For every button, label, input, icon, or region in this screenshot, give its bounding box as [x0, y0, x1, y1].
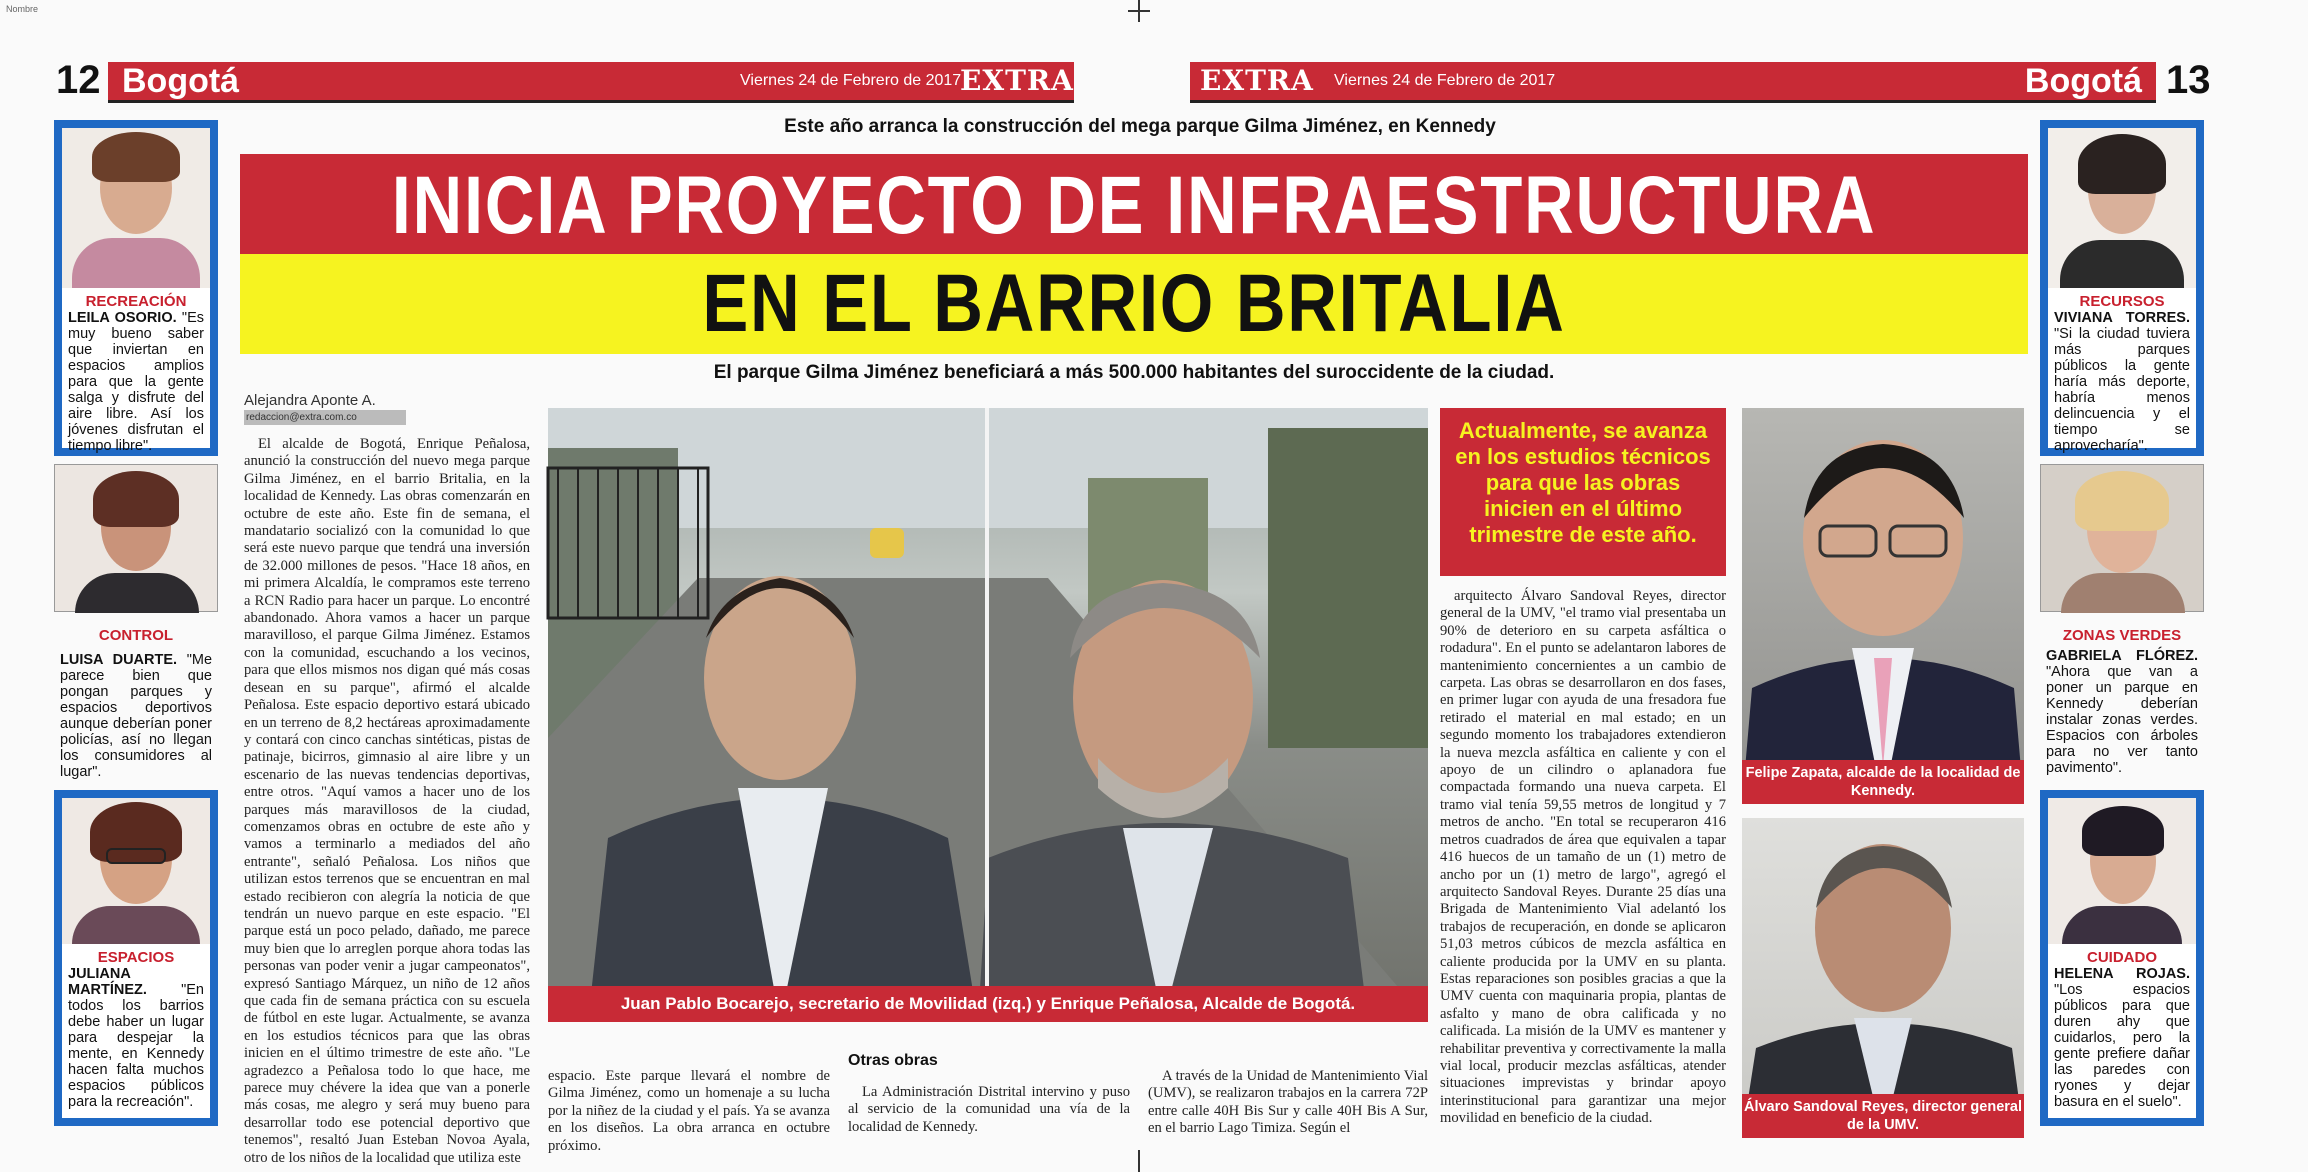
portrait-gabriela [2040, 464, 2204, 612]
right-header-bar [1190, 62, 2156, 103]
right-quote-box-2 [2040, 464, 2204, 782]
left-quote-box-2 [54, 464, 218, 782]
quote-name-gabriela: GABRIELA FLÓREZ. [2046, 648, 2198, 664]
body-bottom-column-a: espacio. Este parque llevará el nombre de Gilma Jiménez, como un homenaje a su lucha por la niñez de la ciudad y el país. Ya se avanza en los diseños. La obra arranca en octubre próximo. [548, 1068, 830, 1154]
portrait-juliana [62, 798, 210, 944]
portrait-luisa [54, 464, 218, 612]
quote-text-helena: "Los espacios públicos para que duren ahy que cuidarlos, pero la gente prefiere dañar las paredes con ryones y dejar basura en el suelo". [2054, 982, 2190, 1110]
left-brand-logo: EXTRA [960, 64, 1074, 97]
right-page-number: 13 [2166, 58, 2211, 102]
quote-name-helena: HELENA ROJAS. [2054, 966, 2190, 982]
portrait-viviana [2048, 128, 2196, 288]
quote-text-viviana: "Si la ciudad tuviera más parques públicos la gente haría más deporte, habría menos delincuencia y el tiempo se aprovecharía". [2054, 326, 2190, 454]
headline-line-1: INICIA PROYECTO DE INFRAESTRUCTURA [391, 160, 1877, 251]
quote-name-leila: LEILA OSORIO. [68, 310, 177, 326]
quote-tag-recursos: RECURSOS [2079, 293, 2165, 310]
headline-line-2: EN EL BARRIO BRITALIA [702, 258, 1566, 349]
main-photo-caption: Juan Pablo Bocarejo, secretario de Movilidad (izq.) y Enrique Peñalosa, Alcalde de Bogotá. [548, 986, 1428, 1022]
quote-name-viviana: VIVIANA TORRES. [2054, 310, 2190, 326]
fold-mark-cross [1128, 10, 1150, 12]
quote-tag-zonas-verdes: ZONAS VERDES [2062, 627, 2182, 644]
quote-tag-recreacion: RECREACIÓN [85, 293, 187, 310]
left-section-title: Bogotá [122, 62, 240, 100]
photo-caption-alvaro: Álvaro Sandoval Reyes, director general de la UMV. [1742, 1094, 2024, 1138]
quote-name-juliana: JULIANA MARTÍNEZ. [68, 966, 147, 998]
quote-tag-control: CONTROL [98, 627, 174, 644]
fold-mark-bottom [1138, 1150, 1140, 1172]
body-column-right: arquitecto Álvaro Sandoval Reyes, director general de la UMV, "el tramo vial presentaba un 90% de deterioro en su carpeta asfáltica o rodadura". En el punto se adelantaron labores de mantenimiento concernientes a un cambio de carpeta. Las obras se desarrollaron en dos fases, en primer lugar con ayuda de una fresadora fue retirado el material en mal estado; en un segundo momento los trabajadores extendieron la nueva mezcla asfáltica en caliente y con el apoyo de un cilindro o aplanadora fue compactada formando una nueva carpeta. El tramo vial tenía 59,55 metros de longitud y 7 metros de ancho. "En total se recuperaron 416 metros cuadrados de área que equivalen a tapar 416 huecos de un tamaño de un (1) metro de ancho por un (1) metro de largo", agregó el arquitecto Sandoval Reyes. Durante 25 días una Brigada de Mantenimiento Vial adelantó los trabajos de recuperación, en donde se aplicaron 51,03 metros cúbicos de mezcla asfáltica en caliente producida por la UMV en su planta. Estas reparaciones son posibles gracias a que la UMV cuenta con maquinaria propia, plantas de asfalto y mano de obra calificada y no calificada. La misión de la UMV es mantener y rehabilitar preventiva y correctivamente la malla vial local, producir mezclas asfálticas, atender situaciones imprevistas y brindar apoyo interinstitucional para garantizar una mejor movilidad en beneficio de la ciudad. [1440, 588, 1726, 1127]
right-date: Viernes 24 de Febrero de 2017 [1334, 72, 1556, 89]
byline: Alejandra Aponte A. [244, 392, 376, 409]
left-page-number: 12 [56, 58, 101, 102]
left-date: Viernes 24 de Febrero de 2017 [740, 72, 962, 89]
left-quote-box-1 [54, 120, 218, 456]
main-photo-illustration [548, 408, 1428, 1022]
quote-tag-espacios: ESPACIOS [97, 949, 175, 966]
body-bottom-column-c: A través de la Unidad de Mantenimiento Vial (UMV), se realizaron trabajos en la carrera 72P entre calle 40H Bis Sur y calle 40H Bis A Sur, en el barrio Lago Timiza. Según el [1148, 1068, 1428, 1137]
right-brand-logo: EXTRA [1200, 64, 1314, 97]
right-quote-box-1 [2040, 120, 2204, 456]
pull-quote: Actualmente, se avanza en los estudios técnicos para que las obras inicien en el último trimestre de este año. [1440, 408, 1726, 576]
right-quote-box-3 [2040, 790, 2204, 1126]
photo-alvaro-sandoval [1742, 818, 2024, 1138]
photo-alvaro-sandoval-illustration [1742, 818, 2024, 1138]
quote-text-juliana: "En todos los barrios debe haber un lugar para despejar la mente, en Kennedy hacen falta muchos espacios públicos para la recreación". [68, 982, 204, 1110]
portrait-leila [62, 128, 210, 288]
body-column-1: El alcalde de Bogotá, Enrique Peñalosa, anunció la construcción del nuevo mega parque Gilma Jiménez, en el barrio Britalia, en la localidad de Kennedy. Las obras comenzarán en octubre de este año. Este fin de semana, el mandatario socializó con la comunidad lo que será este nuevo parque que tendrá una inversión de 32.000 millones de pesos. "Hace 18 años, en mi primera Alcaldía, le compramos este terreno a RCN Radio para hacer un parque. Lo encontré abandonado. Ahora vamos a hacer un parque maravilloso, el parque Gilma Jiménez. Estamos con la comunidad, escuchando a los vecinos, para que ellos mismos nos digan qué más cosas desean en su parque", afirmó el alcalde Peñalosa. Este espacio deportivo estará ubicado en un terreno de 8,2 hectáreas aproximadamente y contará con cinco canchas sintéticas, pistas de patinaje, bicirros, gimnasio al aire libre y un escenario de las nuevas tendencias deportivas, entre otros. "Aquí vamos a hacer uno de los parques más maravillosos de la ciudad, comenzamos obras en octubre de este año y vamos a terminarlo a mediados del año entrante", señaló Peñalosa. Los niños que utilizan estos terrenos que se encuentran en mal estado recibieron con alegría la noticia de que tendrán un nuevo parque en este espacio. "El parque está un poco pelado, dañado, me parece muy bien que lo arreglen porque ahora todas las personas van poder venir a jugar campeonatos", expresó Santiago Márquez, un niño de 12 años que cada fin de semana práctica con su escuela de fútbol en este lugar. Actualmente, se avanza en los estudios técnicos para que las obras inicien en el último trimestre de este año. "Le agradezco a Peñalosa todo lo que hace, me parece muy chévere la idea que van a ponerle más cosas, me alegro y será muy bueno para desarrollar todo ese potencial deportivo que tenemos", resaltó Juan Esteban Novoa Ayala, otro de los niños de la localidad que utiliza este [244, 436, 530, 1166]
quote-tag-cuidado: CUIDADO [2087, 949, 2157, 966]
quote-text-leila: "Es muy bueno saber que inviertan en espacios amplios para que la gente salga y disfrute del aire libre. Así los jóvenes disfrutan el tiempo libre". [68, 310, 204, 454]
left-header-bar [108, 62, 1074, 103]
photo-felipe-zapata [1742, 408, 2024, 804]
body-bottom-column-b: La Administración Distrital intervino y puso al servicio de la comunidad una vía de la localidad de Kennedy. [848, 1084, 1130, 1135]
left-quote-box-3 [54, 790, 218, 1126]
kicker: Este año arranca la construcción del mega parque Gilma Jiménez, en Kennedy [784, 116, 1496, 137]
subhead: El parque Gilma Jiménez beneficiará a más 500.000 habitantes del suroccidente de la ciudad. [713, 362, 1555, 383]
main-photo [548, 408, 1428, 1022]
photo-felipe-zapata-illustration [1742, 408, 2024, 804]
quote-name-luisa: LUISA DUARTE. [60, 652, 178, 668]
portrait-helena [2048, 798, 2196, 944]
quote-text-luisa: "Me parece bien que pongan parques y espacios deportivos aunque deberían poner policías, así no llegan los consumidores al lugar". [60, 652, 213, 780]
corner-mark: Nombre [6, 4, 39, 14]
right-section-title: Bogotá [2024, 62, 2142, 100]
photo-caption-felipe: Felipe Zapata, alcalde de la localidad de Kennedy. [1742, 760, 2024, 804]
quote-text-gabriela: "Ahora que van a poner un parque en Kennedy deberían instalar zonas verdes. Espacios con árboles para no ver tanto pavimento". [2046, 664, 2198, 776]
subsection-title: Otras obras [848, 1052, 938, 1069]
byline-email: redaccion@extra.com.co [244, 410, 406, 425]
